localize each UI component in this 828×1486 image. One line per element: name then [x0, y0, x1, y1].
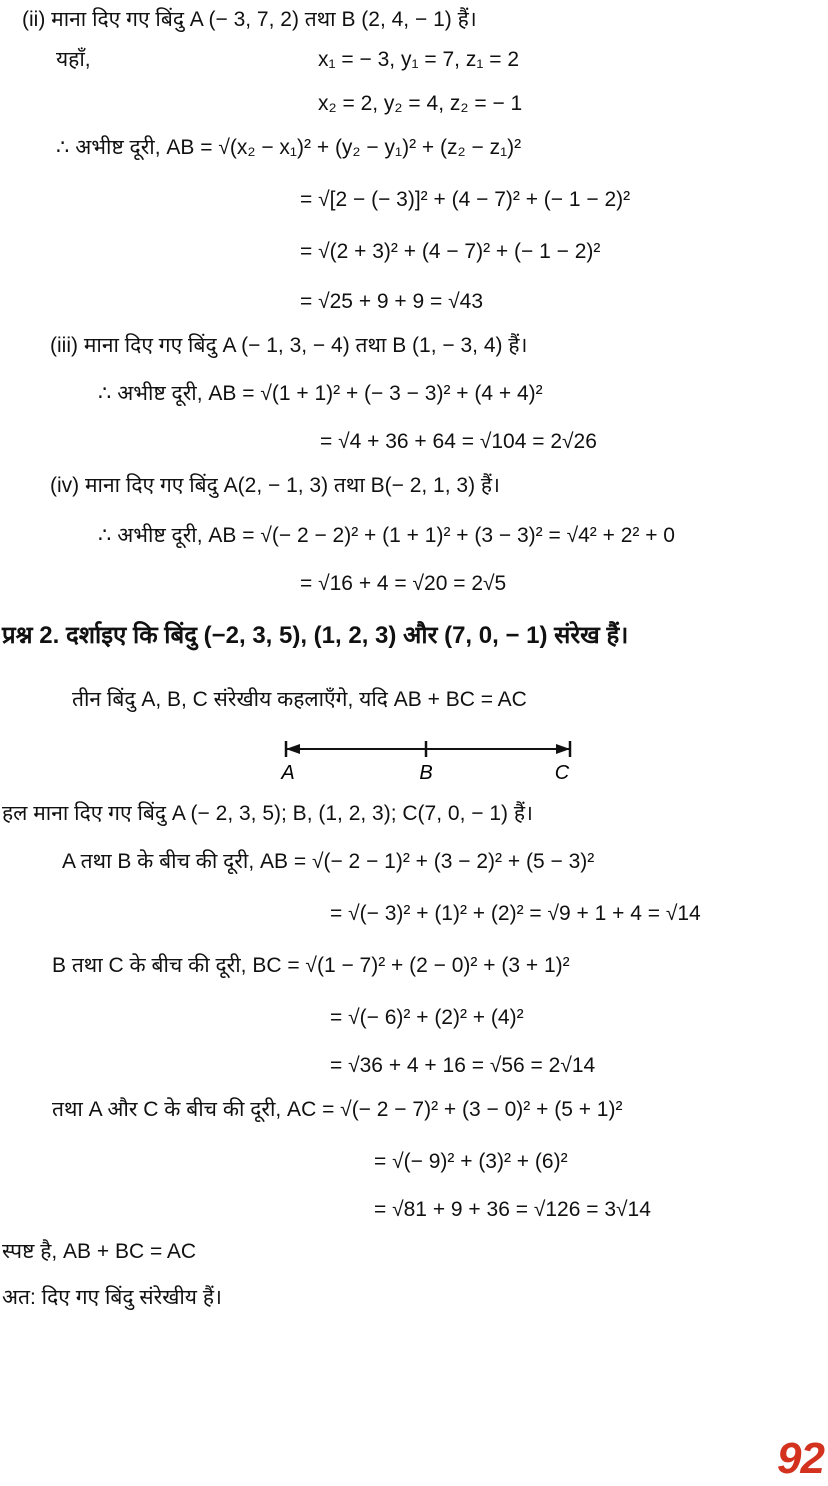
text-line-25: = √81 + 9 + 36 = √126 = 3√14 — [374, 1198, 651, 1221]
text-line-6: = √[2 − (− 3)]² + (4 − 7)² + (− 1 − 2)² — [300, 188, 631, 211]
text-line-16: तीन बिंदु A, B, C संरेखीय कहलाएँगे, यदि AB + BC = AC — [72, 688, 527, 711]
text-line-2: यहाँ, — [56, 48, 91, 71]
text-line-1: (ii) माना दिए गए बिंदु A (− 3, 7, 2) तथा B (2, 4, − 1) हैं। — [22, 8, 477, 31]
text-line-24: = √(− 9)² + (3)² + (6)² — [374, 1150, 568, 1173]
text-line-17: हल माना दिए गए बिंदु A (− 2, 3, 5); B, (1, 2, 3); C(7, 0, − 1) हैं। — [2, 802, 533, 825]
label-a: A — [281, 762, 295, 784]
text-line-27: अत: दिए गए बिंदु संरेखीय हैं। — [2, 1286, 222, 1309]
text-line-22: = √36 + 4 + 16 = √56 = 2√14 — [330, 1054, 596, 1077]
text-line-11: = √4 + 36 + 64 = √104 = 2√26 — [320, 430, 597, 453]
collinear-points-diagram — [278, 735, 578, 785]
text-line-19: = √(− 3)² + (1)² + (2)² = √9 + 1 + 4 = √14 — [330, 902, 701, 925]
text-line-20: B तथा C के बीच की दूरी, BC = √(1 − 7)² + (2 − 0)² + (3 + 1)² — [52, 954, 570, 977]
text-line-5: ∴ अभीष्ट दूरी, AB = √(x₂ − x₁)² + (y₂ − y₁)² + (z₂ − z₁)² — [56, 136, 522, 159]
label-b: B — [419, 762, 433, 784]
text-line-9: (iii) माना दिए गए बिंदु A (− 1, 3, − 4) तथा B (1, − 3, 4) हैं। — [50, 334, 528, 357]
label-c: C — [554, 762, 570, 784]
text-line-18: A तथा B के बीच की दूरी, AB = √(− 2 − 1)² + (3 − 2)² + (5 − 3)² — [62, 850, 595, 873]
page-number: 92 — [777, 1434, 824, 1483]
text-line-12: (iv) माना दिए गए बिंदु A(2, − 1, 3) तथा B(− 2, 1, 3) हैं। — [50, 474, 501, 497]
text-line-23: तथा A और C के बीच की दूरी, AC = √(− 2 − 7)² + (3 − 0)² + (5 + 1)² — [52, 1098, 623, 1121]
arrow-left — [286, 744, 300, 754]
text-line-3: x₁ = − 3, y₁ = 7, z₁ = 2 — [318, 48, 520, 71]
text-line-4: x₂ = 2, y₂ = 4, z₂ = − 1 — [318, 92, 523, 115]
text-line-26: स्पष्ट है, AB + BC = AC — [2, 1240, 197, 1263]
text-line-21: = √(− 6)² + (2)² + (4)² — [330, 1006, 524, 1029]
arrow-right — [556, 744, 570, 754]
text-line-15: प्रश्न 2. दर्शाइए कि बिंदु (−2, 3, 5), (1, 2, 3) और (7, 0, − 1) संरेख हैं। — [2, 622, 629, 649]
text-line-10: ∴ अभीष्ट दूरी, AB = √(1 + 1)² + (− 3 − 3)² + (4 + 4)² — [98, 382, 543, 405]
text-line-13: ∴ अभीष्ट दूरी, AB = √(− 2 − 2)² + (1 + 1)² + (3 − 3)² = √4² + 2² + 0 — [98, 524, 675, 547]
text-line-7: = √(2 + 3)² + (4 − 7)² + (− 1 − 2)² — [300, 240, 601, 263]
text-line-8: = √25 + 9 + 9 = √43 — [300, 290, 484, 313]
text-line-14: = √16 + 4 = √20 = 2√5 — [300, 572, 507, 595]
